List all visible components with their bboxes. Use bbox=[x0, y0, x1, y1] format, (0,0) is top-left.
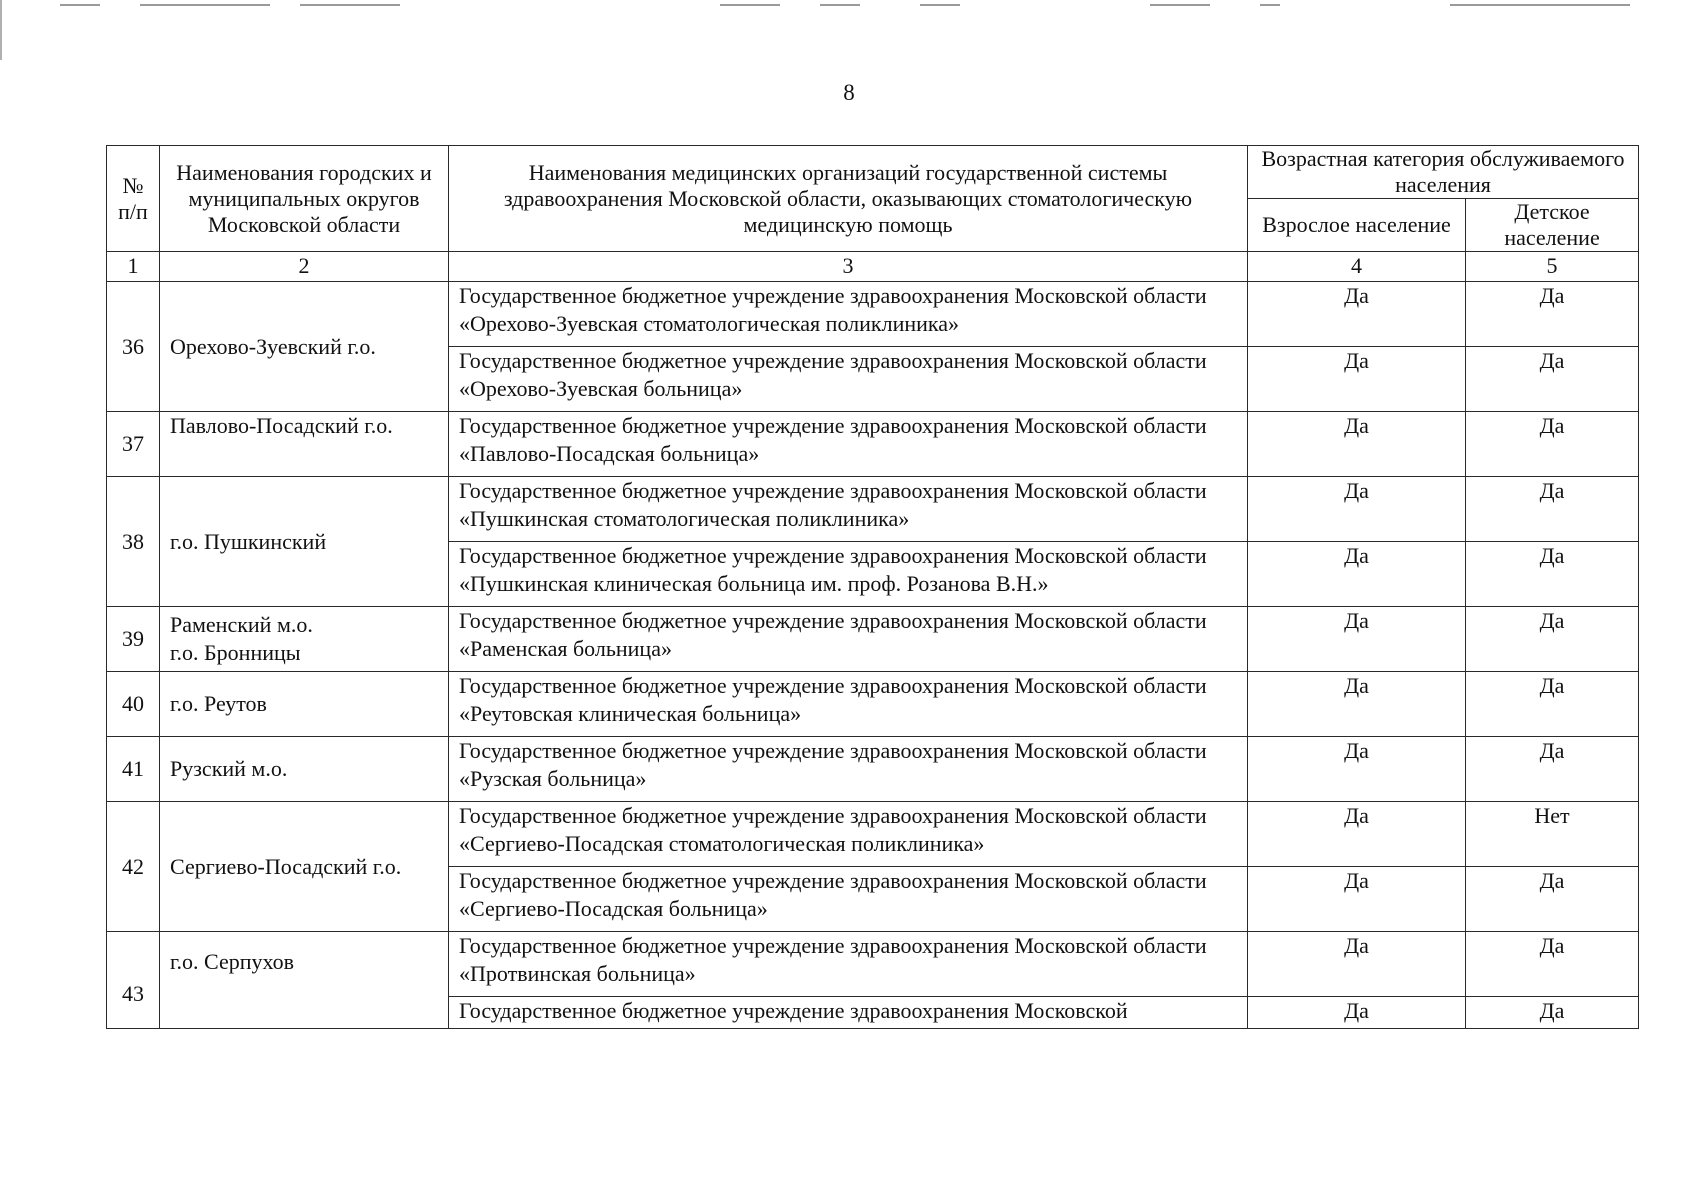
row-number: 36 bbox=[107, 282, 160, 412]
header-organization: Наименования медицинских организаций государственной системы здравоохранения Московской области, оказывающих стоматологическую медицинскую помощь bbox=[449, 146, 1248, 252]
organization-name: Государственное бюджетное учреждение здравоохранения Московской области «Рузская больница» bbox=[449, 737, 1248, 802]
children-flag: Да bbox=[1466, 867, 1639, 932]
children-flag: Да bbox=[1466, 737, 1639, 802]
adult-flag: Да bbox=[1248, 282, 1466, 347]
table-row bbox=[107, 802, 1639, 867]
district-name: г.о. Реутов bbox=[160, 672, 449, 737]
header-district: Наименования городских и муниципальных округов Московской области bbox=[160, 146, 449, 252]
children-flag: Да bbox=[1466, 347, 1639, 412]
table-row bbox=[107, 607, 1639, 672]
district-name-line: г.о. Бронницы bbox=[170, 640, 301, 665]
adult-flag: Да bbox=[1248, 412, 1466, 477]
organization-name: Государственное бюджетное учреждение здравоохранения Московской bbox=[449, 997, 1248, 1029]
children-flag: Нет bbox=[1466, 802, 1639, 867]
table-row bbox=[107, 672, 1639, 737]
adult-flag: Да bbox=[1248, 542, 1466, 607]
organization-name: Государственное бюджетное учреждение здравоохранения Московской области «Пушкинская клиническая больница им. проф. Розанова В.Н.» bbox=[449, 542, 1248, 607]
children-flag: Да bbox=[1466, 672, 1639, 737]
children-flag: Да bbox=[1466, 477, 1639, 542]
district-name: Павлово-Посадский г.о. bbox=[160, 412, 449, 477]
district-name: Орехово-Зуевский г.о. bbox=[160, 282, 449, 412]
district-name bbox=[160, 607, 449, 672]
children-flag: Да bbox=[1466, 997, 1639, 1029]
children-flag: Да bbox=[1466, 932, 1639, 997]
table-row bbox=[107, 282, 1639, 347]
row-number: 43 bbox=[107, 932, 160, 1029]
organization-name: Государственное бюджетное учреждение здравоохранения Московской области «Раменская больница» bbox=[449, 607, 1248, 672]
children-flag: Да bbox=[1466, 282, 1639, 347]
table-row bbox=[107, 412, 1639, 477]
header-num: № п/п bbox=[107, 146, 160, 252]
table-row bbox=[107, 932, 1639, 997]
organization-name: Государственное бюджетное учреждение здравоохранения Московской области «Пушкинская стоматологическая поликлиника» bbox=[449, 477, 1248, 542]
organization-name: Государственное бюджетное учреждение здравоохранения Московской области «Протвинская больница» bbox=[449, 932, 1248, 997]
organization-name: Государственное бюджетное учреждение здравоохранения Московской области «Сергиево-Посадская больница» bbox=[449, 867, 1248, 932]
scan-top-marks bbox=[0, 0, 1698, 12]
page-number: 8 bbox=[843, 80, 855, 105]
column-number: 3 bbox=[449, 252, 1248, 282]
table-row bbox=[107, 737, 1639, 802]
table-row bbox=[107, 477, 1639, 542]
organization-name: Государственное бюджетное учреждение здравоохранения Московской области «Орехово-Зуевская стоматологическая поликлиника» bbox=[449, 282, 1248, 347]
row-number: 41 bbox=[107, 737, 160, 802]
adult-flag: Да bbox=[1248, 802, 1466, 867]
header-children: Детское население bbox=[1466, 199, 1639, 252]
row-number: 38 bbox=[107, 477, 160, 607]
row-number: 40 bbox=[107, 672, 160, 737]
column-number: 1 bbox=[107, 252, 160, 282]
adult-flag: Да bbox=[1248, 867, 1466, 932]
organization-name: Государственное бюджетное учреждение здравоохранения Московской области «Павлово-Посадская больница» bbox=[449, 412, 1248, 477]
adult-flag: Да bbox=[1248, 477, 1466, 542]
district-name-line: Раменский м.о. bbox=[170, 612, 313, 637]
children-flag: Да bbox=[1466, 542, 1639, 607]
row-number: 39 bbox=[107, 607, 160, 672]
adult-flag: Да bbox=[1248, 737, 1466, 802]
organization-name: Государственное бюджетное учреждение здравоохранения Московской области «Сергиево-Посадская стоматологическая поликлиника» bbox=[449, 802, 1248, 867]
column-number: 4 bbox=[1248, 252, 1466, 282]
district-name: г.о. Пушкинский bbox=[160, 477, 449, 607]
district-name: г.о. Серпухов bbox=[160, 932, 449, 1029]
column-number: 2 bbox=[160, 252, 449, 282]
adult-flag: Да bbox=[1248, 932, 1466, 997]
column-number-row bbox=[107, 252, 1639, 282]
district-name: Рузский м.о. bbox=[160, 737, 449, 802]
adult-flag: Да bbox=[1248, 672, 1466, 737]
adult-flag: Да bbox=[1248, 997, 1466, 1029]
column-number: 5 bbox=[1466, 252, 1639, 282]
district-name: Сергиево-Посадский г.о. bbox=[160, 802, 449, 932]
adult-flag: Да bbox=[1248, 347, 1466, 412]
row-number: 42 bbox=[107, 802, 160, 932]
children-flag: Да bbox=[1466, 607, 1639, 672]
header-adult: Взрослое население bbox=[1248, 199, 1466, 252]
children-flag: Да bbox=[1466, 412, 1639, 477]
organization-name: Государственное бюджетное учреждение здравоохранения Московской области «Орехово-Зуевская больница» bbox=[449, 347, 1248, 412]
header-age-category: Возрастная категория обслуживаемого населения bbox=[1248, 146, 1639, 199]
adult-flag: Да bbox=[1248, 607, 1466, 672]
row-number: 37 bbox=[107, 412, 160, 477]
dental-organizations-table bbox=[106, 145, 1639, 1029]
organization-name: Государственное бюджетное учреждение здравоохранения Московской области «Реутовская клиническая больница» bbox=[449, 672, 1248, 737]
